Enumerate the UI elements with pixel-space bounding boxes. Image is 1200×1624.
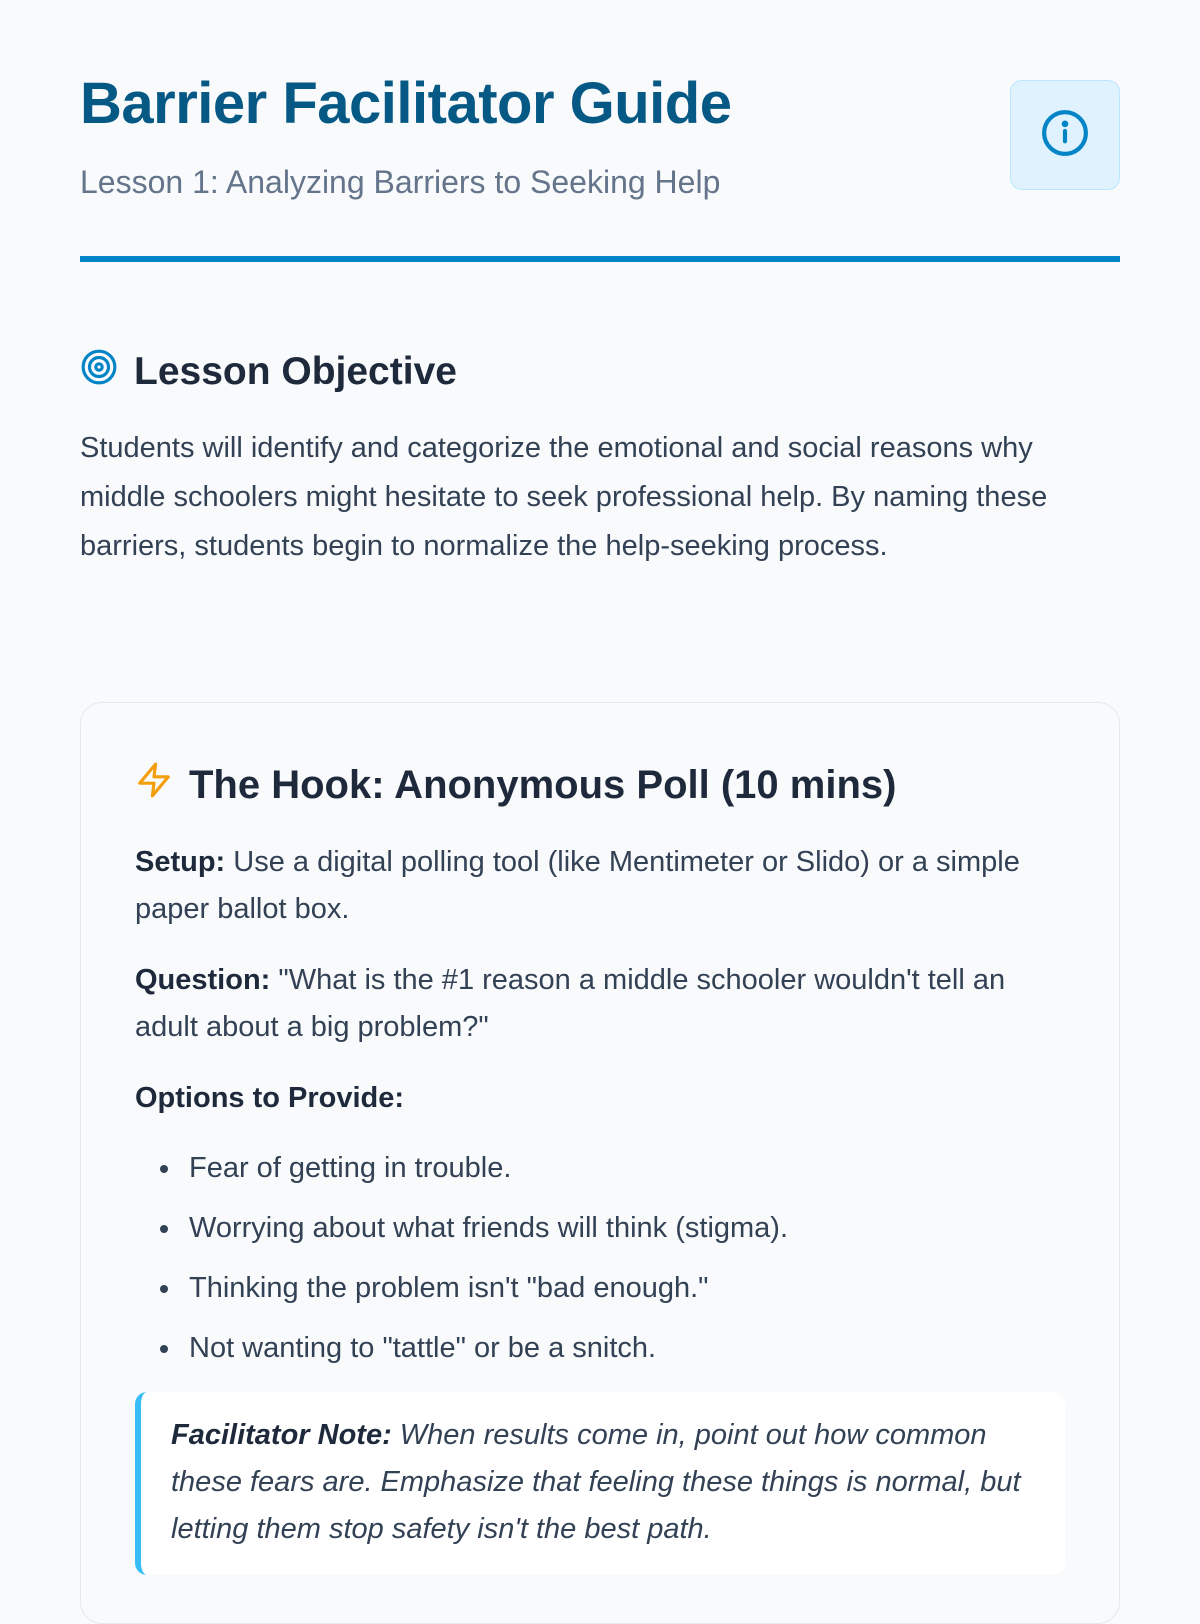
question-paragraph [135, 957, 1065, 1051]
setup-text: Use a digital polling tool (like Mentimeter or Slido) or a simple paper ballot box. [135, 846, 1020, 925]
hook-card [80, 702, 1120, 1624]
objective-section [80, 348, 1120, 571]
info-button[interactable] [1010, 80, 1120, 190]
hook-heading: The Hook: Anonymous Poll (10 mins) [189, 762, 897, 807]
options-list [135, 1146, 1065, 1370]
facilitator-note [135, 1392, 1065, 1575]
hook-heading-row [135, 761, 1065, 809]
setup-paragraph [135, 839, 1065, 933]
info-icon [1040, 108, 1090, 163]
note-label: Facilitator Note: [171, 1419, 392, 1451]
page-header [80, 71, 1120, 264]
note-text: When results come in, point out how common these fears are. Emphasize that feeling these things is normal, but letting them stop safety isn't the best path. [171, 1419, 1021, 1545]
list-item: Fear of getting in trouble. [135, 1146, 1065, 1190]
objective-text: Students will identify and categorize the emotional and social reasons why middle schoolers might hesitate to seek professional help. By naming these barriers, students begin to normalize the help-seeking process. [80, 432, 1048, 562]
objective-heading-row [80, 348, 1120, 396]
question-text: "What is the #1 reason a middle schooler wouldn't tell an adult about a big problem?" [135, 964, 1006, 1043]
objective-heading: Lesson Objective [134, 350, 457, 393]
question-label: Question: [135, 964, 271, 996]
options-label: Options to Provide: [135, 1082, 405, 1114]
list-item: Worrying about what friends will think (stigma). [135, 1206, 1065, 1250]
page-subtitle: Lesson 1: Analyzing Barriers to Seeking Help [80, 164, 721, 200]
header-divider [80, 256, 1120, 262]
lightning-icon [135, 761, 173, 809]
list-item: Not wanting to "tattle" or be a snitch. [135, 1326, 1065, 1370]
target-icon [80, 348, 118, 396]
page-title: Barrier Facilitator Guide [80, 71, 732, 136]
setup-label: Setup: [135, 846, 226, 878]
list-item: Thinking the problem isn't "bad enough." [135, 1266, 1065, 1310]
